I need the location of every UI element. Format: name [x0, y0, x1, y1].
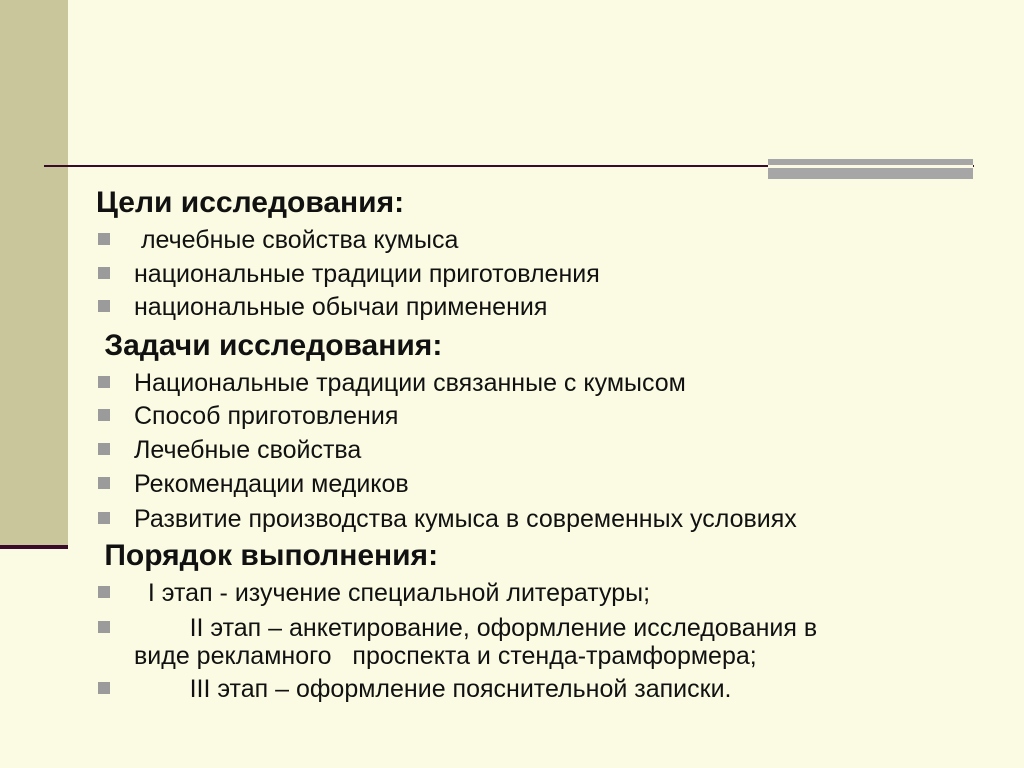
list-item-text: национальные обычаи применения	[134, 293, 548, 321]
bullet-square-icon	[98, 512, 110, 524]
left-band-underline	[0, 545, 68, 549]
bullet-square-icon	[98, 300, 110, 312]
bullet-square-icon	[98, 267, 110, 279]
left-decorative-band	[0, 0, 68, 545]
list-item-text: лечебные свойства кумыса	[134, 226, 459, 254]
bullet-square-icon	[98, 409, 110, 421]
heading-goals: Цели исследования:	[96, 186, 405, 219]
list-item-text: I этап - изучение специальной литературы;	[134, 579, 651, 607]
bullet-square-icon	[98, 443, 110, 455]
list-item-text: II этап – анкетирование, оформление исследования в	[134, 614, 818, 642]
bullet-square-icon	[98, 621, 110, 633]
accent-bar	[768, 159, 973, 179]
bullet-square-icon	[98, 477, 110, 489]
bullet-square-icon	[98, 233, 110, 245]
list-item-text: III этап – оформление пояснительной записки.	[134, 675, 732, 703]
list-item-text: национальные традиции приготовления	[134, 260, 600, 288]
bullet-square-icon	[98, 682, 110, 694]
list-item-text: Национальные традиции связанные с кумысом	[134, 369, 686, 397]
bullet-square-icon	[98, 586, 110, 598]
list-item-text: Развитие производства кумыса в современных условиях	[134, 505, 797, 533]
heading-procedure: Порядок выполнения:	[96, 539, 439, 572]
heading-tasks: Задачи исследования:	[96, 329, 443, 362]
list-item-text: Лечебные свойства	[134, 436, 362, 464]
list-item-text: виде рекламного проспекта и стенда-трамформера;	[134, 642, 757, 670]
list-item-text: Способ приготовления	[134, 402, 399, 430]
bullet-square-icon	[98, 376, 110, 388]
list-item-text: Рекомендации медиков	[134, 470, 409, 498]
